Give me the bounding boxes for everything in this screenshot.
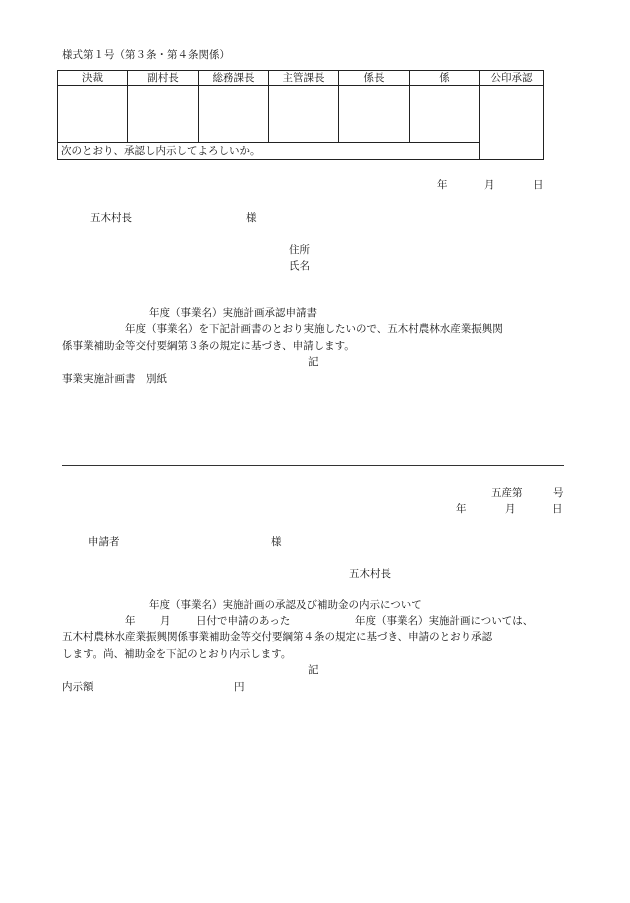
notice-issuer: 五木村長 bbox=[349, 568, 391, 580]
header-staff: 係 bbox=[410, 71, 480, 86]
notice-line-2: 五木村農林水産業振興関係事業補助金等交付要綱第４条の規定に基づき、申請のとおり承認 bbox=[62, 631, 493, 643]
header-section-chief: 主管課長 bbox=[269, 71, 339, 86]
sign-cell-general-affairs-chief bbox=[199, 86, 269, 143]
application-title: 年度（事業名）実施計画承認申請書 bbox=[149, 307, 317, 319]
notice-line-3: します。尚、補助金を下記のとおり内示します。 bbox=[62, 648, 292, 660]
notice-line-1-month: 月 bbox=[160, 615, 171, 627]
notice-amount-unit: 円 bbox=[234, 681, 245, 693]
notice-doc-number-suffix: 号 bbox=[553, 487, 564, 499]
notice-doc-number-prefix: 五産第 bbox=[491, 487, 523, 499]
application-body-line-2: 係事業補助金等交付要綱第３条の規定に基づき、申請します。 bbox=[62, 340, 355, 352]
notice-line-1-rest: 年度（事業名）実施計画については、 bbox=[355, 615, 534, 627]
sign-cell-seal-approval bbox=[480, 86, 544, 160]
app-addressee-honorific: 様 bbox=[246, 212, 257, 224]
app-date-month: 月 bbox=[484, 179, 495, 191]
header-vice-mayor: 副村長 bbox=[128, 71, 199, 86]
sign-cell-section-chief bbox=[269, 86, 339, 143]
notice-line-1-year: 年 bbox=[125, 615, 136, 627]
approval-table bbox=[57, 70, 544, 160]
applicant-name-label: 氏名 bbox=[289, 260, 310, 272]
header-general-affairs-chief: 総務課長 bbox=[199, 71, 269, 86]
notice-date-month: 月 bbox=[505, 503, 516, 515]
sign-cell-vice-mayor bbox=[128, 86, 199, 143]
application-attachment: 事業実施計画書 別紙 bbox=[62, 373, 167, 385]
header-subsection-chief: 係長 bbox=[339, 71, 410, 86]
header-seal-approval: 公印承認 bbox=[480, 71, 544, 86]
app-addressee: 五木村長 bbox=[90, 212, 132, 224]
notice-amount-label: 内示額 bbox=[62, 681, 94, 693]
sign-cell-subsection-chief bbox=[339, 86, 410, 143]
section-divider bbox=[62, 465, 564, 466]
header-kessai: 決裁 bbox=[58, 71, 128, 86]
sign-cell-kessai bbox=[58, 86, 128, 143]
app-date-year: 年 bbox=[437, 179, 448, 191]
notice-date-day: 日 bbox=[552, 503, 563, 515]
app-date-day: 日 bbox=[533, 179, 544, 191]
application-body-line-1: 年度（事業名）を下記計画書のとおり実施したいので、五木村農林水産業振興関 bbox=[125, 323, 503, 335]
notice-date-year: 年 bbox=[456, 503, 467, 515]
form-label: 様式第１号（第３条・第４条関係） bbox=[62, 49, 230, 61]
notice-title: 年度（事業名）実施計画の承認及び補助金の内示について bbox=[149, 599, 422, 611]
application-ki: 記 bbox=[308, 356, 319, 368]
approval-note: 次のとおり、承認し内示してよろしいか。 bbox=[58, 143, 480, 160]
notice-ki: 記 bbox=[308, 664, 319, 676]
applicant-address-label: 住所 bbox=[289, 244, 310, 256]
notice-line-1-day-text: 日付で申請のあった bbox=[196, 615, 291, 627]
sign-cell-staff bbox=[410, 86, 480, 143]
notice-addressee-honorific: 様 bbox=[271, 536, 282, 548]
notice-addressee: 申請者 bbox=[88, 536, 120, 548]
